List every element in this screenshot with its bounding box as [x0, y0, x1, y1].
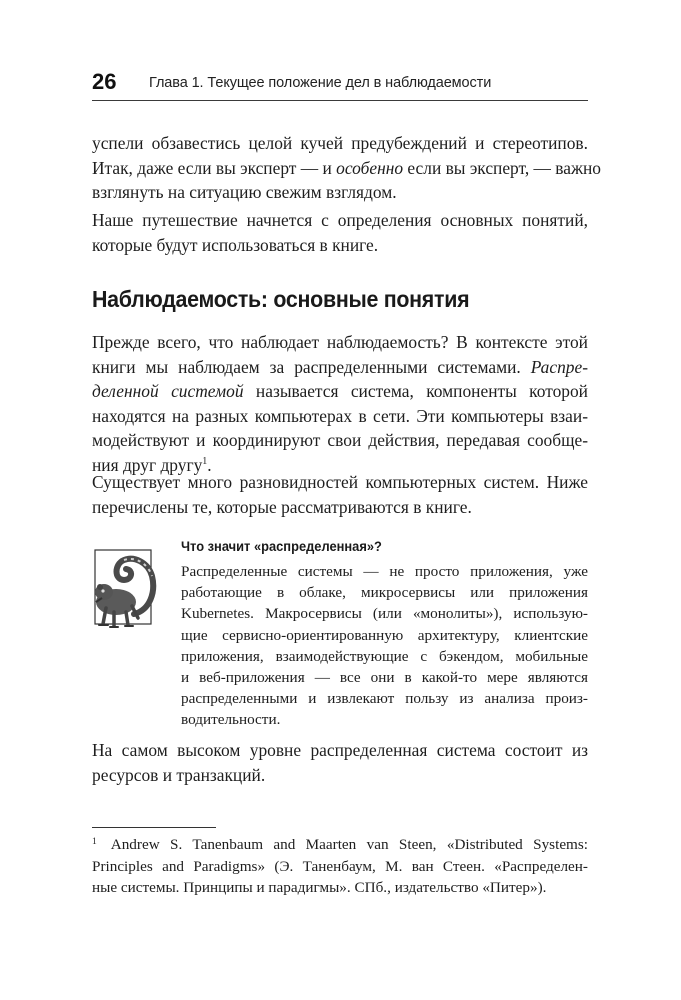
text-line: которые будут использоваться в книге. [92, 234, 379, 255]
text-line: Итак, даже если вы эксперт — и особенно если вы эксперт, — важно [92, 157, 601, 178]
text-line: Наше путешествие начнется с определения основных понятий, [92, 210, 588, 230]
note-body [181, 561, 588, 731]
term-emphasis: деленной системой [92, 381, 244, 402]
note-line: и веб-приложения — все они в какой-то мере являются [181, 669, 588, 687]
note-line: работающие в облаке, микросервисы или приложения [181, 584, 588, 602]
types-paragraph [92, 470, 588, 519]
footnote-line: Principles and Paradigms» (Э. Таненбаум, М. ван Стеен. «Распределен- [92, 857, 588, 875]
lemur-icon [94, 536, 160, 634]
term-emphasis: Распре- [530, 356, 588, 377]
note-line: распределенными и извлекают пользу из анализа произ- [181, 690, 588, 708]
text-line: Существует много разновидностей компьютерных систем. Ниже [92, 472, 588, 492]
text-line: Прежде всего, что наблюдает наблюдаемость? В контексте этой [92, 332, 588, 352]
emphasis: особенно [336, 157, 404, 178]
footnote-divider [92, 827, 216, 828]
footnote [92, 834, 588, 899]
footnote-reference[interactable]: 1 [202, 455, 208, 467]
running-header [92, 68, 588, 101]
intro-paragraph [92, 131, 601, 205]
note-line: Распределенные системы — не просто приложения, уже [181, 563, 588, 580]
definition-paragraph [92, 330, 588, 478]
note-line: Kubernetes. Макросервисы (или «монолиты»), использую- [181, 605, 588, 623]
text-line: находятся на разных компьютерах в сети. Эти компьютеры взаи- [92, 405, 588, 426]
text-line: взглянуть на ситуацию свежим взглядом. [92, 182, 397, 203]
footnote-line: ные системы. Принципы и парадигмы». СПб., издательство «Питер»). [92, 879, 547, 896]
note-line: приложения, взаимодействующие с бэкендом, мобильные [181, 647, 588, 665]
footnote-line: $^1$ Andrew S. Tanenbaum and Maarten van Steen, «Distributed Systems: [92, 836, 588, 853]
note-line: щие сервисно-ориентированную архитектуру, клиентские [181, 626, 588, 644]
page-number: 26 [92, 69, 117, 94]
closing-paragraph [92, 738, 588, 787]
note-title: Что значит «распределенная»? [181, 538, 382, 554]
text-line: На самом высоком уровне распределенная система состоит из [92, 740, 588, 760]
text-line: успели обзавестись целой кучей предубеждений и стереотипов. [92, 133, 588, 153]
text-line: деленной системой называется система, компоненты которой [92, 381, 588, 402]
section-heading: Наблюдаемость: основные понятия [92, 286, 470, 312]
text-line: модействуют и координируют свои действия, передавая сообще- [92, 430, 588, 451]
text-line: ния друг другу$^1$. [92, 454, 212, 475]
running-title: Глава 1. Текущее положение дел в наблюдаемости [149, 75, 492, 91]
text-line: перечислены те, которые рассматриваются в книге. [92, 496, 472, 517]
footnote-number: 1 [92, 837, 97, 847]
text-line: ресурсов и транзакций. [92, 764, 266, 785]
note-line: водительности. [181, 711, 281, 729]
text-line: книги мы наблюдаем за распределенными системами. Распре- [92, 356, 588, 377]
journey-paragraph [92, 208, 588, 257]
